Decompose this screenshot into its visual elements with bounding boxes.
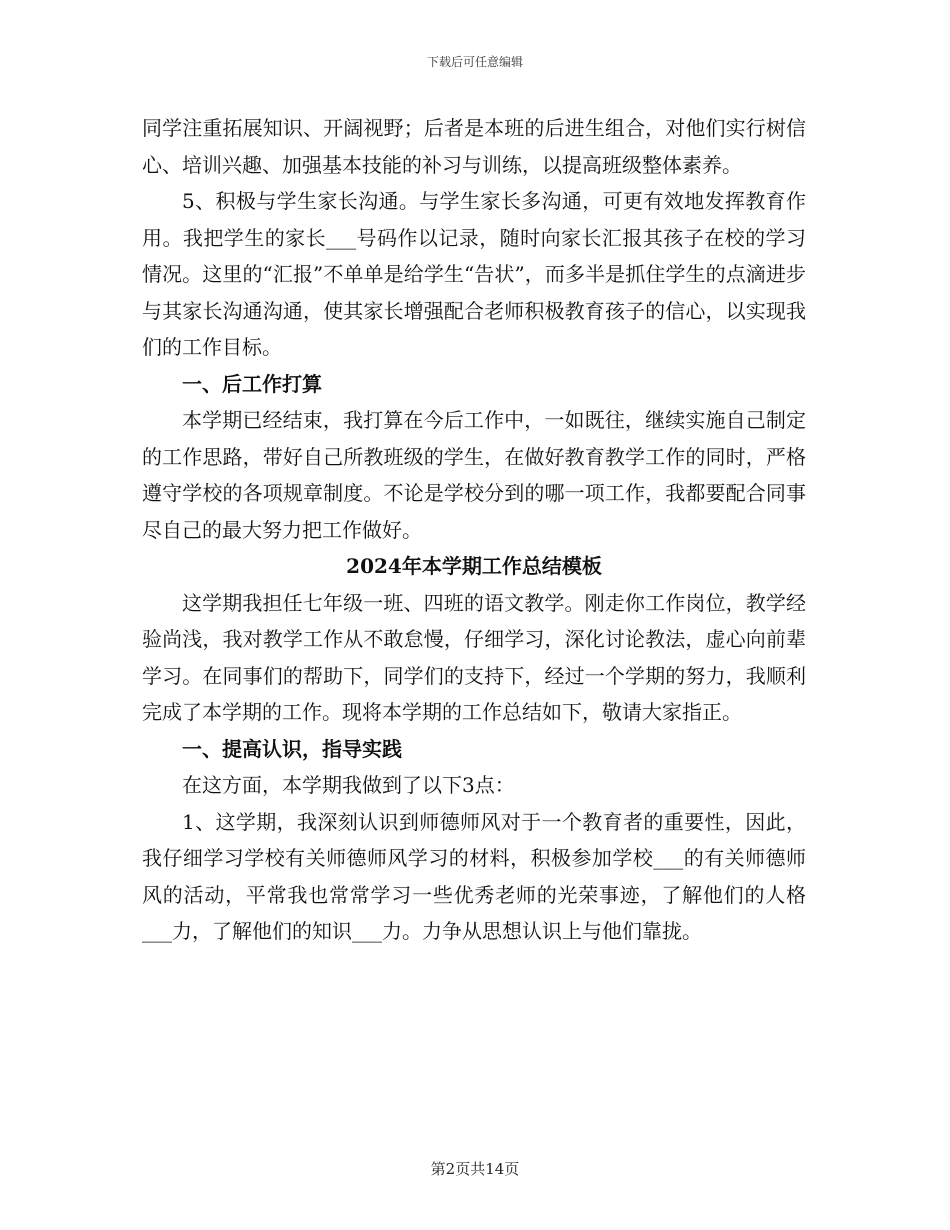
- paragraph-future-plan: 本学期已经结束，我打算在今后工作中，一如既往，继续实施自己制定的工作思路，带好自己所教班级的学生，在做好教育教学工作的同时，严格遵守学校的各项规章制度。不论是学校分到的哪一项工作，我都要配合同事尽自己的最大努力把工作做好。: [142, 408, 806, 542]
- page-number: 第2页共14页: [430, 1160, 520, 1178]
- section-heading-future-plan: 一、后工作打算: [182, 371, 322, 396]
- paragraph-three-points: 在这方面，本学期我做到了以下3点：: [182, 773, 515, 797]
- document-body: [142, 110, 806, 950]
- paragraph-intro: 这学期我担任七年级一班、四班的语文教学。刚走你工作岗位，教学经验尚浅，我对教学工作从不敢怠慢，仔细学习，深化讨论教法，虚心向前辈学习。在同事们的帮助下，同学们的支持下，经过一个学期的努力，我顺利完成了本学期的工作。现将本学期的工作总结如下，敬请大家指正。: [142, 590, 806, 724]
- document-title: 2024年本学期工作总结模板: [346, 554, 602, 578]
- paragraph-parent-communication: 5、积极与学生家长沟通。与学生家长多沟通，可更有效地发挥教育作用。我把学生的家长___号码作以记录，随时向家长汇报其孩子在校的学习情况。这里的“汇报”不单单是给学生“告状”，而多半是抓住学生的点滴进步与其家长沟通沟通，使其家长增强配合老师积极教育孩子的信心，以实现我们的工作目标。: [142, 189, 806, 359]
- section-heading-awareness: 一、提高认识，指导实践: [182, 736, 402, 761]
- page-header: 下载后可任意编辑: [426, 55, 523, 69]
- paragraph-continuation: 同学注重拓展知识、开阔视野；后者是本班的后进生组合，对他们实行树信心、培训兴趣、加强基本技能的补习与训练，以提高班级整体素养。: [142, 116, 806, 177]
- paragraph-point-one: 1、这学期，我深刻认识到师德师风对于一个教育者的重要性，因此，我仔细学习学校有关师德师风学习的材料，积极参加学校___的有关师德师风的活动，平常我也常常学习一些优秀老师的光荣事迹，了解他们的人格___力，了解他们的知识___力。力争从思想认识上与他们靠拢。: [142, 809, 806, 943]
